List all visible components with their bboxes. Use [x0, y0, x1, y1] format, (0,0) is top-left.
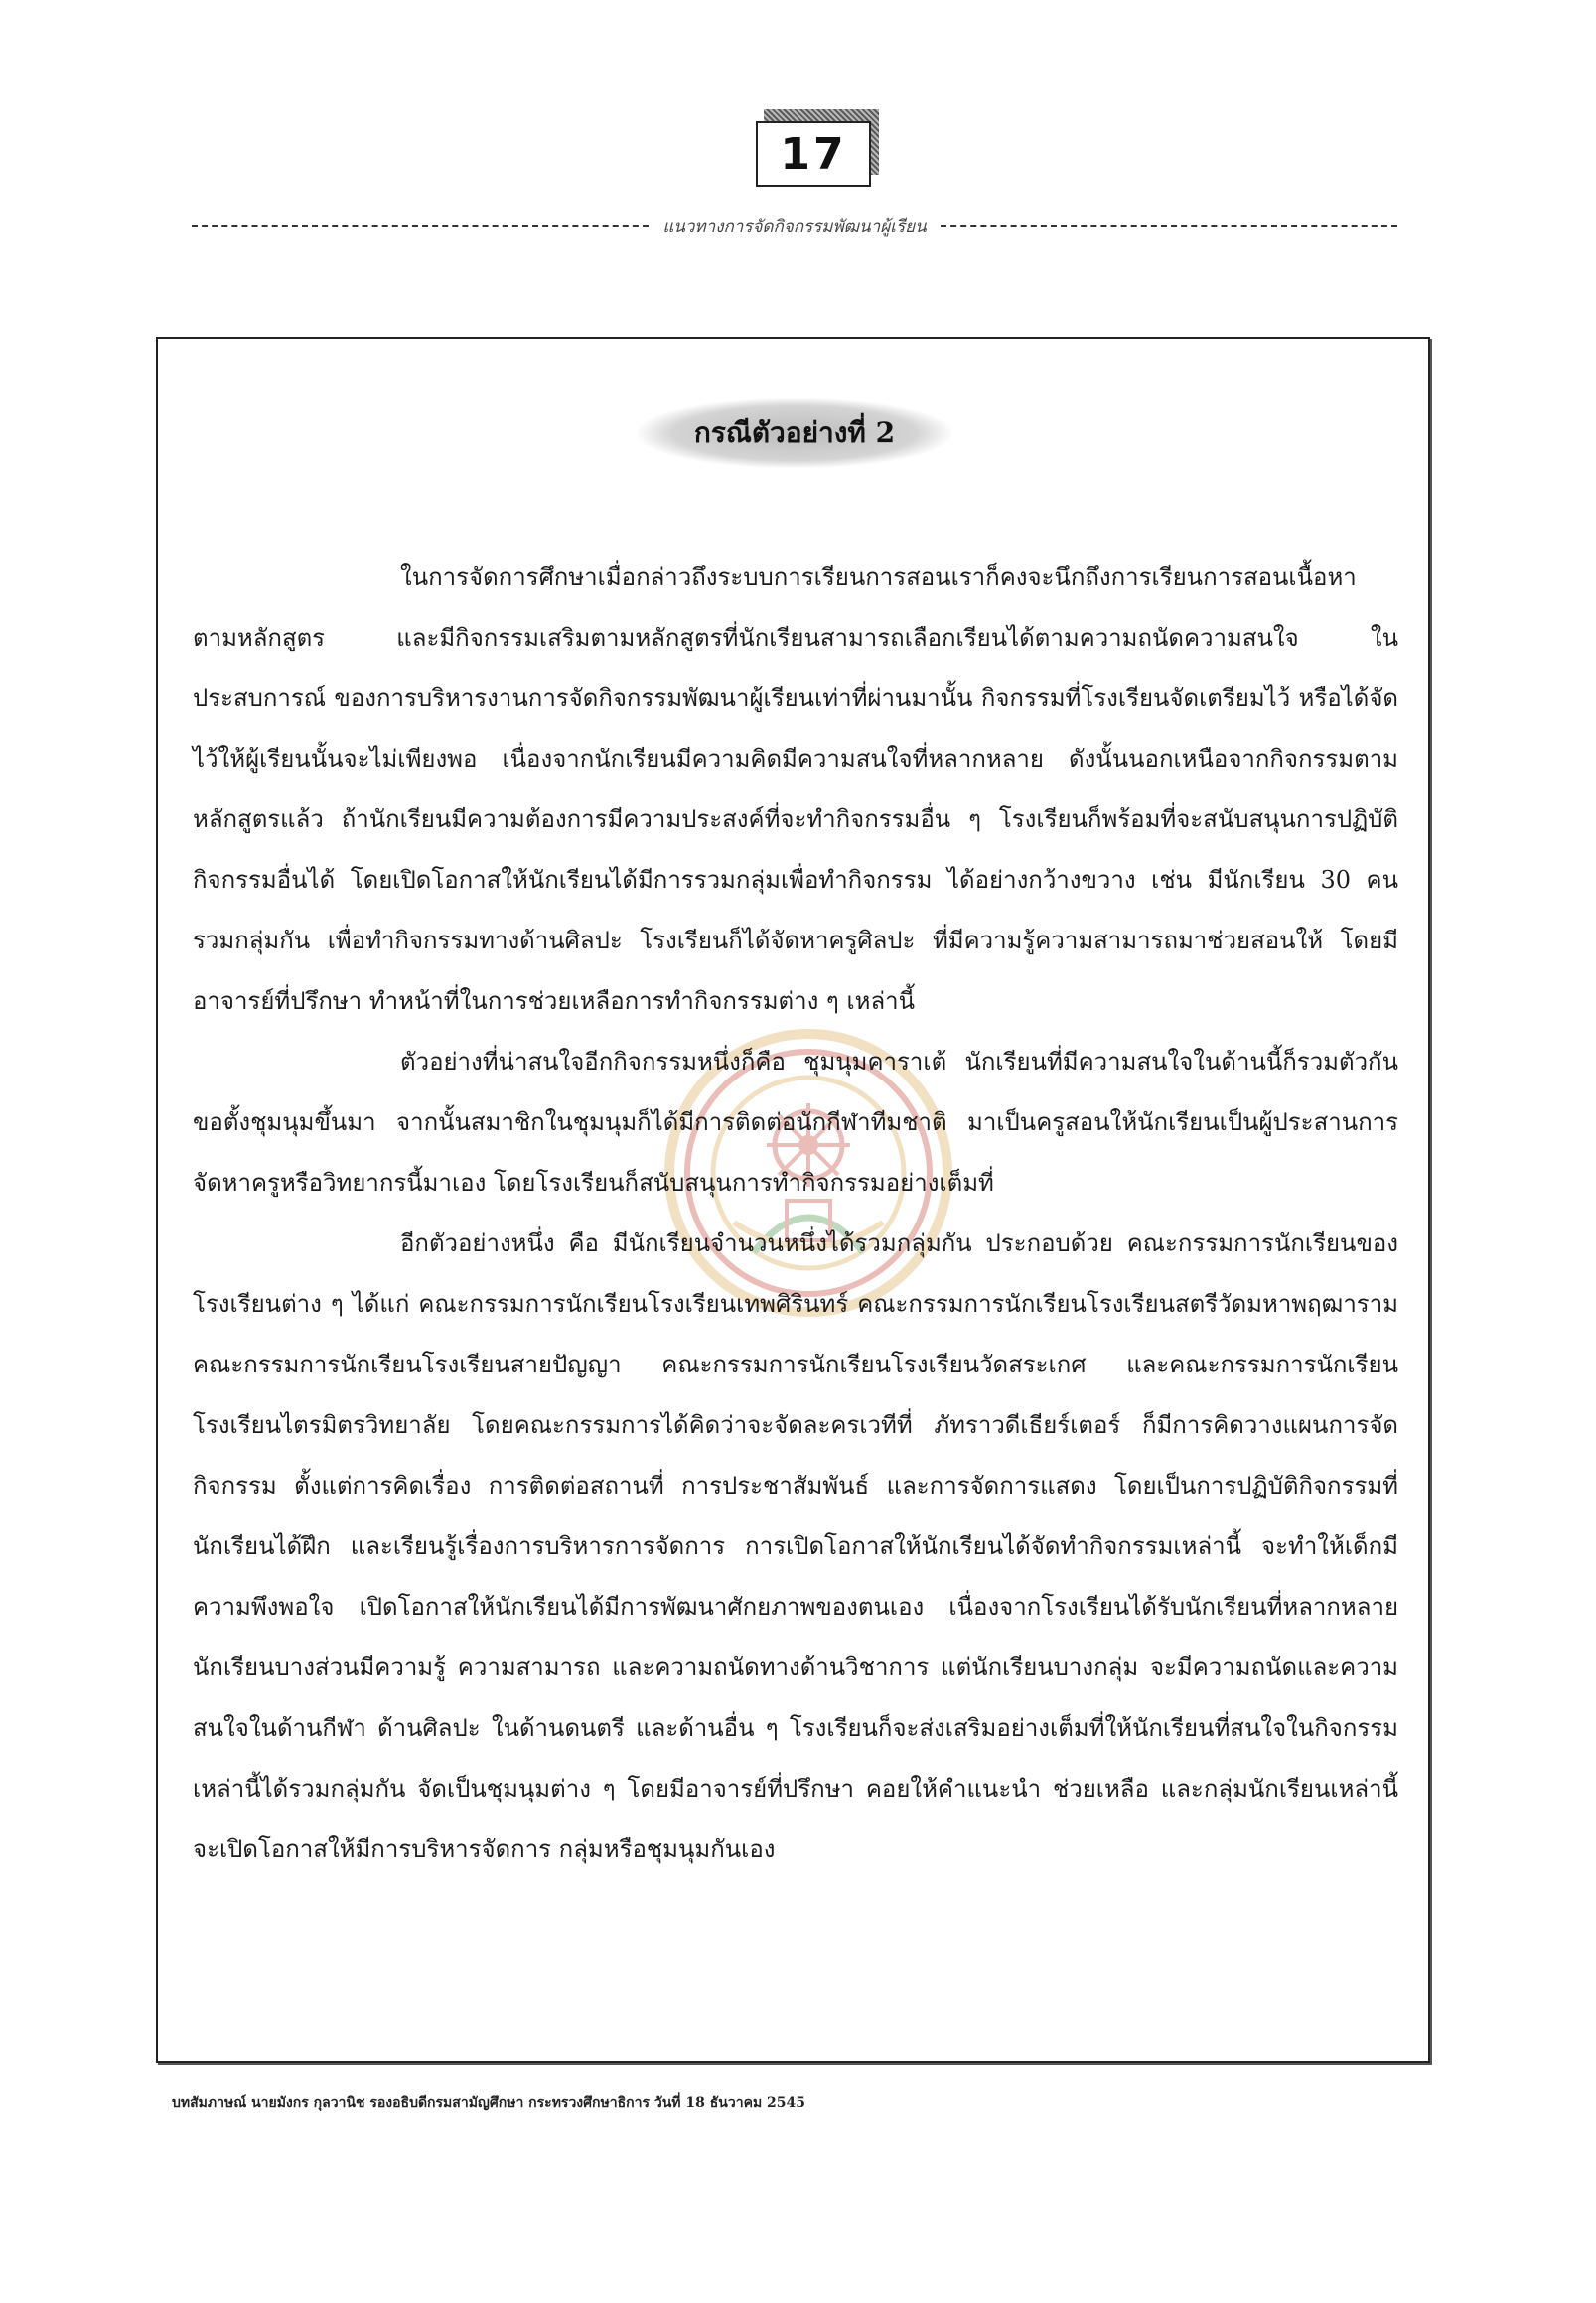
paragraph-1: ในการจัดการศึกษาเมื่อกล่าวถึงระบบการเรียนการสอนเราก็คงจะนึกถึงการเรียนการสอนเนื้อหาตามหลักสูตร และมีกิจกรรมเสริมตามหลักสูตรที่นักเรียนสามารถเลือกเรียนได้ตามความถนัดความสนใจ ในประสบการณ์ ของการบริหารงานการจัดกิจกรรมพัฒนาผู้เรียนเท่าที่ผ่านมานั้น กิจกรรมที่โรงเรียนจัดเตรียมไว้ หรือได้จัดไว้ให้ผู้เรียนนั้นจะไม่เพียงพอ เนื่องจากนักเรียนมีความคิดมีความสนใจที่หลากหลาย ดังนั้นนอกเหนือจากกิจกรรมตามหลักสูตรแล้ว ถ้านักเรียนมีความต้องการมีความประสงค์ที่จะทำกิจกรรมอื่น ๆ โรงเรียนก็พร้อมที่จะสนับสนุนการปฏิบัติกิจกรรมอื่นได้ โดยเปิดโอกาสให้นักเรียนได้มีการรวมกลุ่มเพื่อทำกิจกรรม ได้อย่างกว้างขวาง เช่น มีนักเรียน 30 คน รวมกลุ่มกัน เพื่อทำกิจกรรมทางด้านศิลปะ โรงเรียนก็ได้จัดหาครูศิลปะ ที่มีความรู้ความสามารถมาช่วยสอนให้ โดยมีอาจารย์ที่ปรึกษา ทำหน้าที่ในการช่วยเหลือการทำกิจกรรมต่าง ๆ เหล่านี้: [193, 563, 1398, 1015]
header-dash-right: [941, 225, 1397, 227]
case-title: กรณีตัวอย่างที่ 2: [638, 398, 951, 468]
paragraph-3: อีกตัวอย่างหนึ่ง คือ มีนักเรียนจำนวนหนึ่งได้รวมกลุ่มกัน ประกอบด้วย คณะกรรมการนักเรียนของโรงเรียนต่าง ๆ ได้แก่ คณะกรรมการนักเรียนโรงเรียนเทพศิรินทร์ คณะกรรมการนักเรียนโรงเรียนสตรีวัดมหาพฤฒาราม คณะกรรมการนักเรียนโรงเรียนสายปัญญา คณะกรรมการนักเรียนโรงเรียนวัดสระเกศ และคณะกรรมการนักเรียนโรงเรียนไตรมิตรวิทยาลัย โดยคณะกรรมการได้คิดว่าจะจัดละครเวทีที่ ภัทราวดีเธียร์เตอร์ ก็มีการคิดวางแผนการจัดกิจกรรม ตั้งแต่การคิดเรื่อง การติดต่อสถานที่ การประชาสัมพันธ์ และการจัดการแสดง โดยเป็นการปฏิบัติกิจกรรมที่นักเรียนได้ฝึก และเรียนรู้เรื่องการบริหารการจัดการ การเปิดโอกาสให้นักเรียนได้จัดทำกิจกรรมเหล่านี้ จะทำให้เด็กมีความพึงพอใจ เปิดโอกาสให้นักเรียนได้มีการพัฒนาศักยภาพของตนเอง เนื่องจากโรงเรียนได้รับนักเรียนที่หลากหลาย นักเรียนบางส่วนมีความรู้ ความสามารถ และความถนัดทางด้านวิชาการ แต่นักเรียนบางกลุ่ม จะมีความถนัดและความสนใจในด้านกีฬา ด้านศิลปะ ในด้านดนตรี และด้านอื่น ๆ โรงเรียนก็จะส่งเสริมอย่างเต็มที่ให้นักเรียนที่สนใจในกิจกรรมเหล่านี้ได้รวมกลุ่มกัน จัดเป็นชุมนุมต่าง ๆ โดยมีอาจารย์ที่ปรึกษา คอยให้คำแนะนำ ช่วยเหลือ และกลุ่มนักเรียนเหล่านี้จะเปิดโอกาสให้มีการบริหารจัดการ กลุ่มหรือชุมนุมกันเอง: [193, 1229, 1398, 1863]
running-header: [192, 213, 1397, 240]
content-frame: [156, 337, 1430, 2063]
footer-citation: บทสัมภาษณ์ นายมังกร กุลวานิช รองอธิบดีกรมสามัญศึกษา กระทรวงศึกษาธิการ วันที่ 18 ธันวาคม 2545: [172, 2095, 806, 2111]
body-text: [193, 547, 1398, 1880]
page-number: 17: [756, 121, 871, 187]
header-title: แนวทางการจัดกิจกรรมพัฒนาผู้เรียน: [662, 216, 927, 237]
page-number-box: [756, 121, 871, 187]
header-dash-left: [192, 225, 649, 227]
paragraph-2: ตัวอย่างที่น่าสนใจอีกกิจกรรมหนึ่งก็คือ ชุมนุมคาราเต้ นักเรียนที่มีความสนใจในด้านนี้ก็รวมตัวกัน ขอตั้งชุมนุมขึ้นมา จากนั้นสมาชิกในชุมนุมก็ได้มีการติดต่อนักกีฬาทีมชาติ มาเป็นครูสอนให้นักเรียนเป็นผู้ประสานการจัดหาครูหรือวิทยากรนี้มาเอง โดยโรงเรียนก็สนับสนุนการทำกิจกรรมอย่างเต็มที่: [193, 1048, 1398, 1197]
